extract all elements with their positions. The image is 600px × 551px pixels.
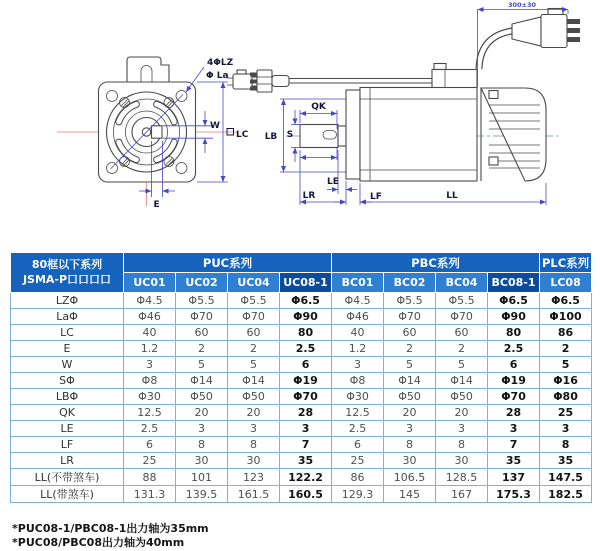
spec-value: Φ70 [436,309,488,325]
side-view [250,1,580,205]
spec-value: 35 [280,453,332,469]
spec-value: 5 [384,357,436,373]
spec-row [11,357,592,373]
dimension-label: QK [11,405,124,421]
spec-value: 3 [228,421,280,437]
dimension-label: LBΦ [11,389,124,405]
dim-label-qk: QK [311,102,326,112]
dim-label-w: W [210,121,220,131]
spec-value: 86 [332,469,384,486]
table-group-row [11,253,592,273]
spec-value: Φ50 [436,389,488,405]
spec-value: 5 [228,357,280,373]
spec-value: 5 [436,357,488,373]
spec-value: 30 [228,453,280,469]
spec-value: 129.3 [332,486,384,503]
spec-value: 80 [280,325,332,341]
dimension-label: E [11,341,124,357]
spec-row [11,486,592,503]
spec-value: Φ30 [124,389,176,405]
model-header-uc04: UC04 [228,273,280,293]
spec-value: Φ90 [280,309,332,325]
spec-value: Φ5.5 [436,293,488,309]
dim-label-le: LE [327,177,339,187]
spec-value: 3 [332,357,384,373]
spec-value: Φ16 [540,373,592,389]
spec-value: 147.5 [540,469,592,486]
spec-value: 160.5 [280,486,332,503]
model-header-uc08-1: UC08-1 [280,273,332,293]
dimension-label: LC [11,325,124,341]
spec-value: 3 [280,421,332,437]
spec-value: 20 [176,405,228,421]
spec-row [11,341,592,357]
spec-row [11,453,592,469]
spec-value: 30 [436,453,488,469]
spec-row [11,469,592,486]
spec-value: 2.5 [332,421,384,437]
spec-value: Φ70 [384,309,436,325]
spec-value: 8 [540,437,592,453]
spec-value: 175.3 [488,486,540,503]
spec-row [11,421,592,437]
spec-value: Φ6.5 [488,293,540,309]
spec-value: 25 [540,405,592,421]
power-cable [479,9,580,70]
spec-value: Φ8 [124,373,176,389]
dim-label-e: E [153,200,160,210]
spec-value: 145 [384,486,436,503]
dimension-label: SΦ [11,373,124,389]
spec-value: 60 [176,325,228,341]
dim-label-lb: LB [264,132,278,142]
dimension-label: LZΦ [11,293,124,309]
spec-value: Φ5.5 [228,293,280,309]
spec-value: 1.2 [332,341,384,357]
spec-value: Φ46 [124,309,176,325]
dim-label-la: Φ La [206,71,229,81]
spec-value: 128.5 [436,469,488,486]
spec-value: 167 [436,486,488,503]
spec-value: Φ14 [176,373,228,389]
spec-value: 2 [228,341,280,357]
series-title-line1: 80框以下系列 [31,258,103,272]
model-header-uc01: UC01 [124,273,176,293]
dim-label-cable-length: 300±30 [507,1,537,9]
dimension-spec-table-container [10,252,592,503]
spec-value: Φ50 [228,389,280,405]
spec-value: 88 [124,469,176,486]
dimension-label: LaΦ [11,309,124,325]
spec-value: 40 [332,325,384,341]
spec-value: 28 [280,405,332,421]
spec-value: 86 [540,325,592,341]
spec-value: 5 [540,357,592,373]
spec-value: 131.3 [124,486,176,503]
spec-value: 60 [384,325,436,341]
series-title-line2: JSMA-P口口口口 [22,272,112,286]
series-group-header: PLC系列 [540,253,592,273]
footnote-2: *PUC08/PBC08出力轴为40mm [12,536,185,549]
spec-value: 2 [384,341,436,357]
spec-value: 8 [436,437,488,453]
spec-value: 7 [488,437,540,453]
model-header-bc01: BC01 [332,273,384,293]
spec-value: Φ100 [540,309,592,325]
spec-value: Φ90 [488,309,540,325]
dimension-label: LF [11,437,124,453]
spec-value: 40 [124,325,176,341]
dimension-label: LR [11,453,124,469]
spec-value: Φ14 [228,373,280,389]
spec-value: Φ5.5 [176,293,228,309]
spec-value: 25 [124,453,176,469]
spec-value: Φ14 [384,373,436,389]
spec-value: 3 [540,421,592,437]
spec-value: Φ70 [228,309,280,325]
dim-label-lr: LR [302,191,316,201]
spec-value: Φ14 [436,373,488,389]
spec-value: 2.5 [280,341,332,357]
spec-value: 2.5 [488,341,540,357]
spec-value: 2 [176,341,228,357]
spec-value: 2.5 [124,421,176,437]
spec-value: 139.5 [176,486,228,503]
spec-value: 6 [488,357,540,373]
spec-value: Φ70 [176,309,228,325]
front-view [57,57,259,210]
spec-value: 3 [124,357,176,373]
spec-value: Φ70 [488,389,540,405]
spec-value: 123 [228,469,280,486]
series-group-header: PUC系列 [124,253,332,273]
spec-row [11,373,592,389]
motor-dimension-drawing [0,0,600,250]
spec-value: 3 [488,421,540,437]
spec-value: 20 [384,405,436,421]
dimension-spec-table [10,252,592,503]
spec-row [11,437,592,453]
model-header-uc02: UC02 [176,273,228,293]
spec-value: Φ80 [540,389,592,405]
spec-row [11,325,592,341]
spec-value: Φ5.5 [384,293,436,309]
dim-label-ll: LL [446,191,458,201]
model-header-bc04: BC04 [436,273,488,293]
table-body [11,293,592,503]
spec-value: 35 [488,453,540,469]
spec-value: 137 [488,469,540,486]
footnotes [12,522,209,550]
dim-label-lf: LF [370,192,382,202]
spec-value: 3 [176,421,228,437]
spec-value: 60 [228,325,280,341]
model-header-lc08: LC08 [540,273,592,293]
spec-value: 12.5 [124,405,176,421]
spec-value: 20 [228,405,280,421]
model-header-bc02: BC02 [384,273,436,293]
spec-value: 60 [436,325,488,341]
spec-value: 106.5 [384,469,436,486]
spec-value: 7 [280,437,332,453]
spec-value: 161.5 [228,486,280,503]
drawing-svg [0,0,600,250]
spec-value: 2 [436,341,488,357]
spec-value: 182.5 [540,486,592,503]
spec-value: Φ19 [280,373,332,389]
spec-value: 8 [228,437,280,453]
spec-value: 3 [436,421,488,437]
spec-value: 6 [124,437,176,453]
spec-row [11,389,592,405]
dim-label-lc: LC [236,130,249,140]
dimension-label: W [11,357,124,373]
spec-value: Φ50 [384,389,436,405]
spec-value: 122.2 [280,469,332,486]
spec-value: Φ19 [488,373,540,389]
dimension-label: LL(不带煞车) [11,469,124,486]
spec-value: Φ30 [332,389,384,405]
spec-value: 28 [488,405,540,421]
dim-label-s: S [286,130,294,140]
spec-value: Φ6.5 [540,293,592,309]
dim-label-4lz: 4ΦLZ [207,58,234,68]
spec-value: 6 [280,357,332,373]
spec-row [11,405,592,421]
spec-value: Φ70 [280,389,332,405]
spec-value: Φ6.5 [280,293,332,309]
spec-value: 35 [540,453,592,469]
spec-value: 2 [540,341,592,357]
spec-value: Φ8 [332,373,384,389]
spec-value: 5 [176,357,228,373]
spec-value: 30 [176,453,228,469]
spec-value: Φ46 [332,309,384,325]
spec-value: Φ4.5 [332,293,384,309]
series-group-header: PBC系列 [332,253,540,273]
spec-value: 3 [384,421,436,437]
spec-value: 8 [384,437,436,453]
spec-value: 101 [176,469,228,486]
spec-value: Φ4.5 [124,293,176,309]
series-header-cell [11,253,124,293]
spec-value: 1.2 [124,341,176,357]
spec-row [11,309,592,325]
spec-value: 30 [384,453,436,469]
spec-row [11,293,592,309]
spec-value: 80 [488,325,540,341]
spec-value: Φ50 [176,389,228,405]
dimension-label: LE [11,421,124,437]
spec-value: 20 [436,405,488,421]
dimension-label: LL(带煞车) [11,486,124,503]
spec-value: 8 [176,437,228,453]
spec-value: 12.5 [332,405,384,421]
spec-value: 25 [332,453,384,469]
motor-body [300,88,546,182]
spec-value: 6 [332,437,384,453]
model-header-bc08-1: BC08-1 [488,273,540,293]
footnote-1: *PUC08-1/PBC08-1出力轴为35mm [12,522,209,535]
